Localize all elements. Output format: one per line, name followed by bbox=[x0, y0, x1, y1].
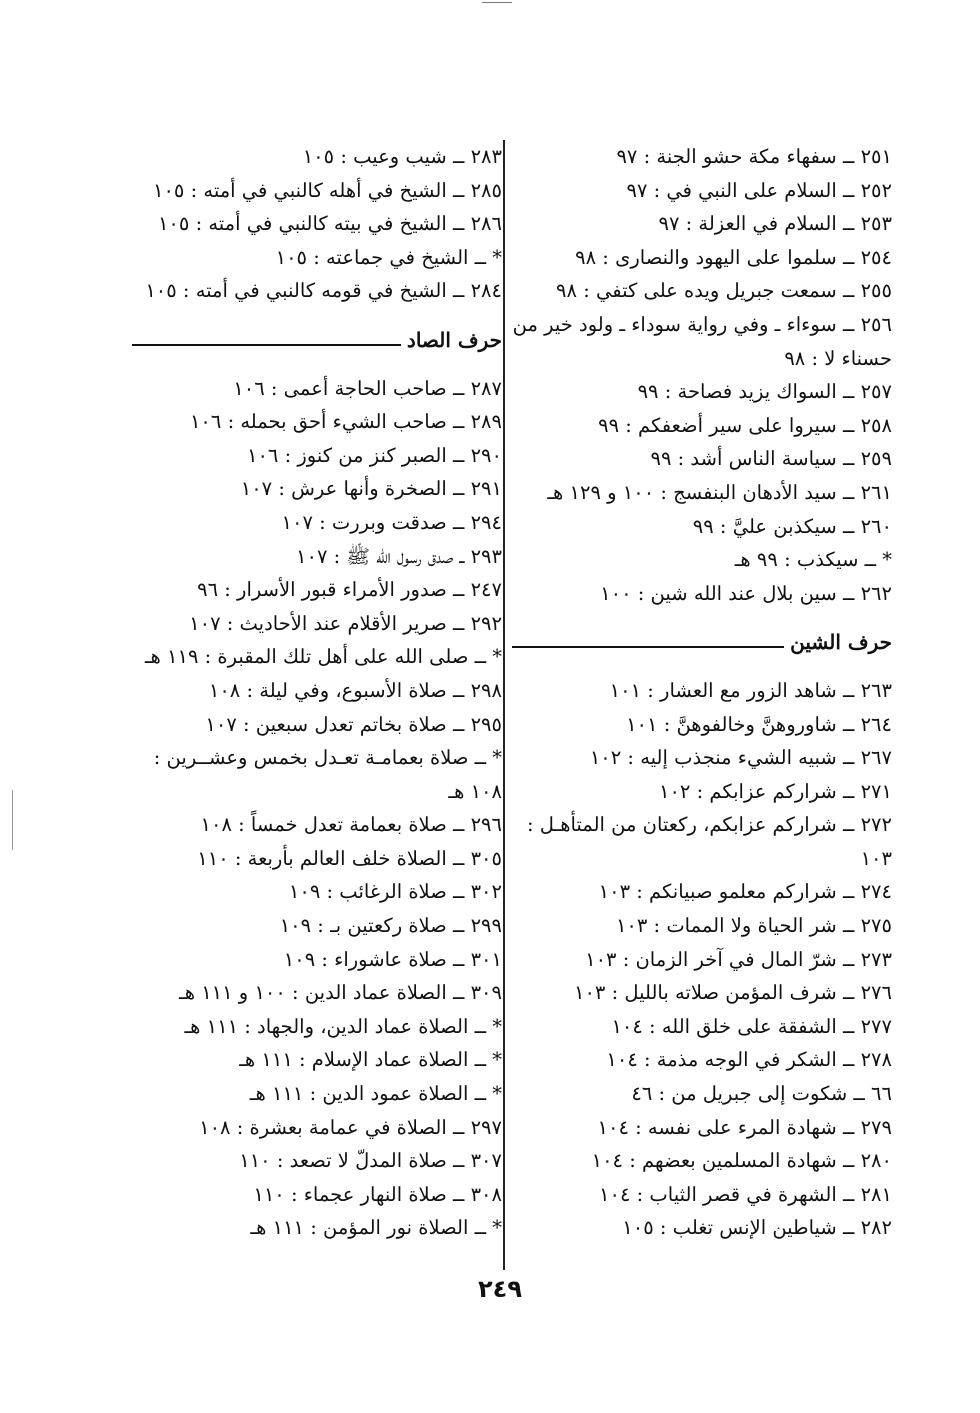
index-entry: ٢٧٨ ــ الشكر في الوجه مذمة : ١٠٤ bbox=[606, 1048, 892, 1072]
index-entry: ٢٨٧ ــ صاحب الحاجة أعمى : ١٠٦ bbox=[233, 376, 502, 400]
index-entry: ٣٠٧ ــ صلاة المدلّ لا تصعد : ١١٠ bbox=[239, 1149, 502, 1173]
right-entries-b bbox=[512, 674, 892, 1245]
index-entry: ٢٩٩ ــ صلاة ركعتين بـ : ١٠٩ bbox=[279, 914, 502, 938]
index-entry: ٦٦ ــ شكوت إلى جبريل من : ٤٦ bbox=[631, 1082, 892, 1106]
index-entry: ٢٧٢ ــ شراركم عزابكم، ركعتان من المتأهـل : ١٠٣ bbox=[526, 813, 892, 870]
index-entry: ٢٩١ ــ الصخرة وأنها عرش : ١٠٧ bbox=[240, 477, 502, 501]
section-title: حرف الشين bbox=[784, 626, 892, 660]
index-entry: ٢٥٥ ــ سمعت جبريل ويده على كتفي : ٩٨ bbox=[556, 279, 892, 303]
index-entry: ٢٥٢ ــ السلام على النبي في : ٩٧ bbox=[626, 178, 892, 202]
index-entry: * ــ صلاة بعمامـة تعـدل بخمس وعشــرين : ١٠٨ هـ bbox=[153, 746, 502, 803]
index-entry: * ــ الصلاة عماد الإسلام : ١١١ هـ bbox=[239, 1048, 502, 1072]
index-entry: ٢٧٧ ــ الشفقة على خلق الله : ١٠٤ bbox=[611, 1014, 892, 1038]
index-entry: ٢٨١ ــ الشهرة في قصر الثياب : ١٠٤ bbox=[599, 1182, 892, 1206]
index-entry: ٢٨٠ ــ شهادة المسلمين بعضهم : ١٠٤ bbox=[591, 1149, 892, 1173]
index-entry: ٢٩٠ ــ الصبر كنز من كنوز : ١٠٦ bbox=[246, 443, 502, 467]
index-entry: * ــ الصلاة نور المؤمن : ١١١ هـ bbox=[250, 1216, 502, 1240]
right-column bbox=[512, 140, 892, 1245]
index-entry: ٢٨٤ ــ الشيخ في قومه كالنبي في أمته : ١٠٥ bbox=[145, 279, 502, 303]
index-entry: ٢٥٣ ــ السلام في العزلة : ٩٧ bbox=[658, 212, 892, 236]
index-entry: ٢٩٦ ــ صلاة بعمامة تعدل خمساً : ١٠٨ bbox=[200, 813, 502, 837]
page-number: ٢٤٩ bbox=[478, 1275, 522, 1303]
index-entry: ٢٦١ ــ سيد الأدهان البنفسج : ١٠٠ و ١٢٩ هـ bbox=[547, 480, 892, 504]
margin-mark bbox=[12, 790, 13, 850]
index-entry: * ــ الشيخ في جماعته : ١٠٥ bbox=[275, 245, 502, 269]
index-entry: ٢٩٣ ــ صدق رسول الله ﷺ : ١٠٧ bbox=[296, 544, 502, 568]
right-entries-a bbox=[512, 140, 892, 610]
index-entry: ٣٠٩ ــ الصلاة عماد الدين : ١٠٠ و ١١١ هـ bbox=[178, 981, 502, 1005]
index-entry: ٢٦٧ ــ شبيه الشيء منجذب إليه : ١٠٢ bbox=[589, 746, 892, 770]
index-entry: ٢٧١ ــ شراركم عزابكم : ١٠٢ bbox=[658, 779, 892, 803]
index-entry: ٣٠٨ ــ صلاة النهار عجماء : ١١٠ bbox=[253, 1182, 502, 1206]
section-title: حرف الصاد bbox=[401, 324, 502, 358]
index-entry: ٢٥٨ ــ سيروا على سير أضعفكم : ٩٩ bbox=[598, 413, 892, 437]
index-entry: ٢٩٢ ــ صرير الأقلام عند الأحاديث : ١٠٧ bbox=[189, 611, 502, 635]
index-entry: ٢٥٩ ــ سياسة الناس أشد : ٩٩ bbox=[650, 447, 892, 471]
top-dash-mark bbox=[482, 2, 512, 3]
index-entry: ٢٧٥ ــ شر الحياة ولا الممات : ١٠٣ bbox=[615, 914, 892, 938]
index-entry: ٢٧٤ ــ شراركم معلمو صبيانكم : ١٠٣ bbox=[598, 880, 892, 904]
index-entry: ٢٦٤ ــ شاوروهنَّ وخالفوهنَّ : ١٠١ bbox=[626, 712, 892, 736]
index-entry: * ــ صلى الله على أهل تلك المقبرة : ١١٩ هـ bbox=[144, 645, 502, 669]
index-entry: ٣٠١ ــ صلاة عاشوراء : ١٠٩ bbox=[283, 947, 502, 971]
index-entry: ٢٨٦ ــ الشيخ في بيته كالنبي في أمته : ١٠٥ bbox=[157, 212, 502, 236]
index-entry: ٢٨٥ ــ الشيخ في أهله كالنبي في أمته : ١٠٥ bbox=[152, 178, 502, 202]
index-entry: ٢٧٦ ــ شرف المؤمن صلاته بالليل : ١٠٣ bbox=[573, 981, 892, 1005]
left-entries-a bbox=[132, 140, 502, 308]
section-heading-sheen bbox=[512, 626, 892, 660]
index-entry: ٢٦٣ ــ شاهد الزور مع العشار : ١٠١ bbox=[609, 678, 892, 702]
index-entry: ٢٥٤ ــ سلموا على اليهود والنصارى : ٩٨ bbox=[575, 245, 892, 269]
index-entry: ٢٦٠ ــ سيكذبن عليَّ : ٩٩ bbox=[692, 514, 892, 538]
index-entry: ٢٤٧ ــ صدور الأمراء قبور الأسرار : ٩٦ bbox=[197, 578, 502, 602]
index-entry: ٢٩٧ ــ الصلاة في عمامة بعشرة : ١٠٨ bbox=[199, 1115, 502, 1139]
index-entry: ٢٩٨ ــ صلاة الأسبوع، وفي ليلة : ١٠٨ bbox=[208, 678, 502, 702]
index-entry: * ــ سيكذب : ٩٩ هـ bbox=[734, 548, 892, 572]
index-entry: ٢٨٩ ــ صاحب الشيء أحق بحمله : ١٠٦ bbox=[189, 410, 502, 434]
index-entry: ٢٥٦ ــ سوءاء ـ وفي رواية سوداء ـ ولود خير من حسناء لا : ٩٨ bbox=[512, 312, 892, 370]
index-entry: ٢٥١ ــ سفهاء مكة حشو الجنة : ٩٧ bbox=[616, 145, 892, 168]
index-entry: ٢٨٢ ــ شياطين الإنس تغلب : ١٠٥ bbox=[622, 1216, 892, 1240]
section-heading-saad bbox=[132, 324, 502, 358]
left-column bbox=[132, 140, 502, 1245]
index-entry: ٢٩٥ ــ صلاة بخاتم تعدل سبعين : ١٠٧ bbox=[205, 712, 502, 736]
index-entry: ٢٧٣ ــ شرّ المال في آخر الزمان : ١٠٣ bbox=[585, 947, 892, 971]
index-entry: * ــ الصلاة عمود الدين : ١١١ هـ bbox=[249, 1082, 502, 1106]
left-entries-b bbox=[132, 372, 502, 1245]
index-entry: ٣٠٢ ــ صلاة الرغائب : ١٠٩ bbox=[288, 880, 502, 904]
index-entry: ٢٨٣ ــ شيب وعيب : ١٠٥ bbox=[302, 145, 502, 168]
index-entry: ٣٠٥ ــ الصلاة خلف العالم بأربعة : ١١٠ bbox=[197, 846, 502, 870]
index-entry: * ــ الصلاة عماد الدين، والجهاد : ١١١ هـ bbox=[184, 1014, 502, 1038]
column-divider bbox=[503, 140, 505, 1270]
index-entry: ٢٧٩ ــ شهادة المرء على نفسه : ١٠٤ bbox=[597, 1115, 892, 1139]
index-entry: ٢٩٤ ــ صدقت وبررت : ١٠٧ bbox=[281, 510, 502, 534]
index-entry: ٢٦٢ ــ سين بلال عند الله شين : ١٠٠ bbox=[600, 581, 892, 605]
index-entry: ٢٥٧ ــ السواك يزيد فصاحة : ٩٩ bbox=[637, 380, 892, 404]
